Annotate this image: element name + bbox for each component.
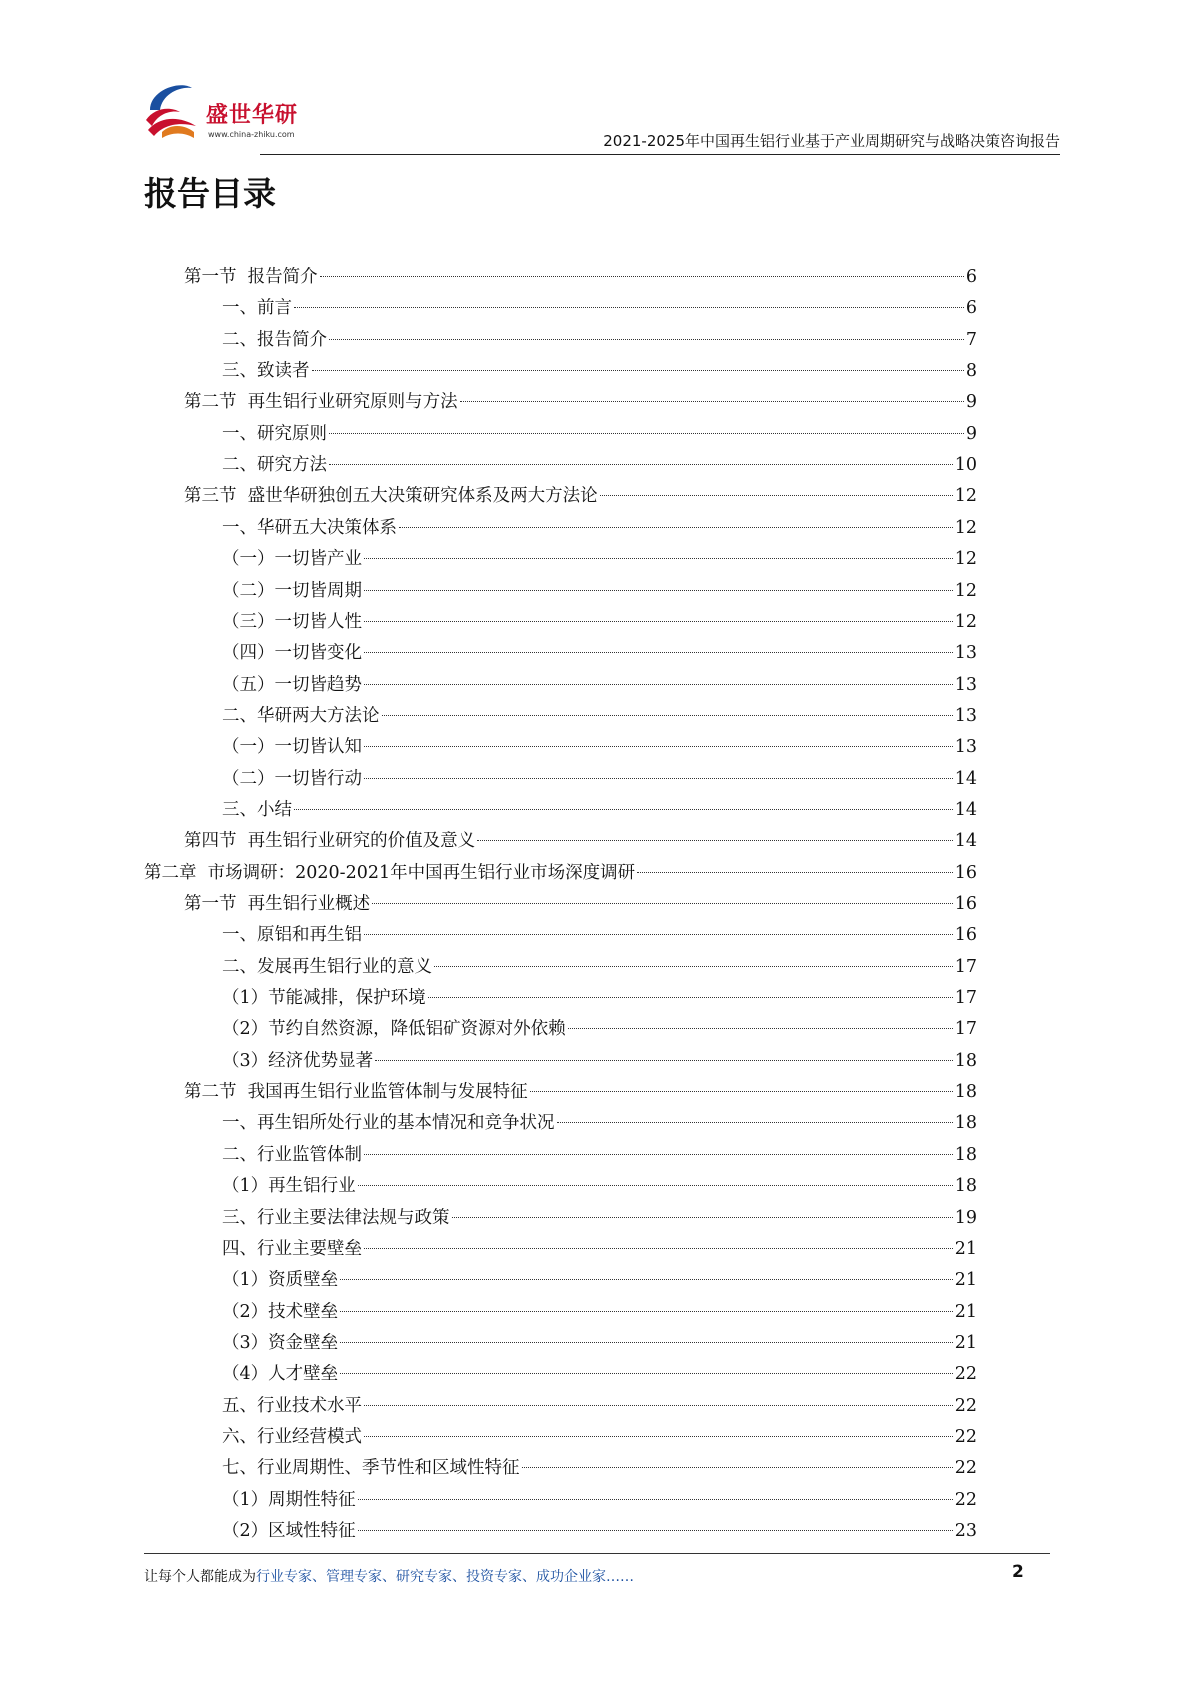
toc-entry[interactable] [222,764,977,795]
toc-entry-page: 12 [954,549,977,570]
toc-entry-label: （二）一切皆周期 [222,580,362,601]
toc-entry-page: 12 [954,486,977,507]
toc-entry-label: 第二节 再生铝行业研究原则与方法 [184,392,458,413]
toc-entry-label: （1）资质壁垒 [222,1270,339,1291]
toc-entry-label: （一）一切皆认知 [222,737,362,758]
toc-entry-page: 12 [954,580,977,601]
toc-entry[interactable] [222,701,977,732]
toc-entry-label: 第二章 市场调研：2020-2021年中国再生铝行业市场深度调研 [144,862,636,883]
brand-name: 盛世华研 [206,103,299,128]
toc-dot-leader [364,1435,953,1437]
toc-entry[interactable] [222,450,977,481]
toc-entry[interactable] [222,544,977,575]
toc-entry-label: （五）一切皆趋势 [222,674,362,695]
toc-dot-leader [477,839,953,841]
toc-dot-leader [600,494,953,496]
logo-emblem-icon [140,80,204,144]
toc-entry-label: 二、行业监管体制 [222,1144,362,1165]
toc-entry-label: 一、原铝和再生铝 [222,925,362,946]
toc-entry-label: （1）节能减排，保护环境 [222,988,426,1009]
toc-entry[interactable] [222,983,977,1014]
toc-entry[interactable] [222,513,977,544]
toc-entry-page: 22 [954,1458,977,1479]
toc-entry-label: 五、行业技术水平 [222,1395,362,1416]
toc-entry-page: 17 [954,956,977,977]
toc-entry-page: 18 [954,1176,977,1197]
toc-dot-leader [329,338,964,340]
toc-entry[interactable] [222,1391,977,1422]
toc-dot-leader [372,902,953,904]
toc-entry-page: 21 [954,1270,977,1291]
toc-entry-page: 17 [954,988,977,1009]
toc-entry-label: 一、研究原则 [222,423,327,444]
toc-entry[interactable] [222,1014,977,1045]
toc-entry-label: 第三节 盛世华研独创五大决策研究体系及两大方法论 [184,486,598,507]
toc-entry-page: 21 [954,1238,977,1259]
toc-dot-leader [364,1247,953,1249]
toc-dot-leader [399,526,953,528]
toc-dot-leader [557,1121,953,1123]
toc-entry[interactable] [222,1297,977,1328]
toc-dot-leader [320,275,964,277]
toc-entry-page: 6 [965,298,977,319]
toc-entry[interactable] [222,1203,977,1234]
toc-dot-leader [312,369,964,371]
toc-dot-leader [364,620,953,622]
toc-entry[interactable] [222,356,977,387]
toc-entry-label: （2）技术壁垒 [222,1301,339,1322]
company-logo [140,80,320,150]
report-title: 2021-2025年中国再生铝行业基于产业周期研究与战略决策咨询报告 [603,132,1060,150]
toc-entry[interactable] [184,889,977,920]
toc-entry[interactable] [222,1422,977,1453]
toc-dot-leader [382,714,953,716]
toc-entry[interactable] [222,1485,977,1516]
toc-entry-page: 14 [954,768,977,789]
toc-entry-label: 一、前言 [222,298,292,319]
toc-entry-page: 18 [954,1050,977,1071]
toc-entry-label: 第一节 再生铝行业概述 [184,894,371,914]
toc-entry-label: 六、行业经营模式 [222,1426,362,1447]
toc-entry-page: 12 [954,517,977,538]
toc-dot-leader [637,871,953,873]
toc-dot-leader [364,683,953,685]
toc-dot-leader [530,1090,953,1092]
toc-entry-label: 第二节 我国再生铝行业监管体制与发展特征 [184,1082,528,1103]
toc-entry[interactable] [222,1265,977,1296]
toc-entry[interactable] [222,670,977,701]
toc-entry-page: 13 [954,643,977,664]
toc-entry-label: 三、行业主要法律法规与政策 [222,1207,450,1228]
toc-entry[interactable] [222,325,977,356]
toc-entry-label: （3）资金壁垒 [222,1332,339,1353]
toc-entry[interactable] [222,732,977,763]
toc-entry-page: 10 [954,455,977,476]
toc-entry-page: 18 [954,1082,977,1103]
toc-entry[interactable] [222,293,977,324]
toc-dot-leader [364,557,953,559]
toc-entry-page: 18 [954,1144,977,1165]
toc-entry[interactable] [144,858,977,889]
toc-entry-label: 第一节 报告简介 [184,267,318,287]
toc-entry[interactable] [184,262,977,293]
page-header [140,70,1060,160]
toc-entry-label: （4）人才壁垒 [222,1364,339,1385]
toc-entry[interactable] [222,952,977,983]
toc-entry-label: （四）一切皆变化 [222,643,362,664]
toc-dot-leader [364,745,953,747]
brand-url: www.china-zhiku.com [208,130,295,139]
toc-dot-leader [434,965,953,967]
toc-entry-page: 16 [954,894,977,914]
toc-dot-leader [568,1027,953,1029]
toc-entry-label: （2）节约自然资源，降低铝矿资源对外依赖 [222,1019,566,1040]
toc-entry-label: 二、研究方法 [222,455,327,476]
toc-dot-leader [340,1341,953,1343]
toc-dot-leader [452,1216,953,1218]
toc-entry-page: 21 [954,1332,977,1353]
toc-entry-label: 第四节 再生铝行业研究的价值及意义 [184,831,476,852]
toc-entry-label: （三）一切皆人性 [222,611,362,632]
toc-entry[interactable] [222,795,977,826]
toc-dot-leader [364,933,953,935]
toc-dot-leader [294,306,964,308]
toc-entry-label: （1）周期性特征 [222,1489,356,1510]
toc-dot-leader [358,1529,953,1531]
toc-dot-leader [428,996,953,998]
toc-dot-leader [294,808,953,810]
toc-entry[interactable] [222,576,977,607]
toc-entry-page: 14 [954,831,977,852]
toc-entry-label: 二、发展再生铝行业的意义 [222,956,432,977]
toc-entry-page: 22 [954,1426,977,1447]
footer-slogan-plain: 让每个人都能成为 [144,1569,256,1585]
toc-entry-label: （二）一切皆行动 [222,768,362,789]
toc-entry-page: 17 [954,1019,977,1040]
footer-divider [144,1553,1050,1554]
toc-entry[interactable] [222,1516,977,1547]
toc-entry-label: 二、华研两大方法论 [222,705,380,726]
toc-entry-label: 一、再生铝所处行业的基本情况和竞争状况 [222,1113,555,1134]
toc-entry-label: 四、行业主要壁垒 [222,1238,362,1259]
toc-entry-label: 三、致读者 [222,361,310,382]
toc-entry[interactable] [222,920,977,951]
toc-entry-page: 13 [954,674,977,695]
toc-entry-page: 22 [954,1364,977,1385]
toc-entry-page: 12 [954,611,977,632]
toc-dot-leader [364,589,953,591]
toc-dot-leader [358,1184,953,1186]
toc-entry[interactable] [184,481,977,512]
toc-entry-label: 三、小结 [222,799,292,820]
toc-entry[interactable] [184,826,977,857]
toc-entry-label: （一）一切皆产业 [222,549,362,570]
toc-entry-label: 二、报告简介 [222,329,327,350]
toc-entry[interactable] [222,607,977,638]
toc-dot-leader [460,400,964,402]
toc-entry-page: 23 [954,1521,977,1541]
toc-dot-leader [340,1372,953,1374]
footer-slogan [144,1566,634,1586]
toc-entry[interactable] [222,1108,977,1139]
toc-entry-page: 16 [954,862,977,883]
toc-entry[interactable] [222,1453,977,1484]
toc-entry-label: 七、行业周期性、季节性和区域性特征 [222,1458,520,1479]
toc-dot-leader [329,463,953,465]
header-divider [260,154,1060,155]
toc-entry-label: （3）经济优势显著 [222,1050,374,1071]
toc-entry-page: 7 [965,329,977,350]
toc-entry-page: 18 [954,1113,977,1134]
toc-entry[interactable] [222,1140,977,1171]
toc-entry[interactable] [222,1171,977,1202]
toc-dot-leader [364,1153,953,1155]
toc-entry-page: 22 [954,1395,977,1416]
toc-entry-label: （2）区域性特征 [222,1521,356,1541]
page-title: 报告目录 [144,174,276,213]
toc-entry-label: （1）再生铝行业 [222,1176,356,1197]
toc-dot-leader [522,1466,953,1468]
toc-dot-leader [340,1310,953,1312]
toc-dot-leader [340,1278,953,1280]
toc-entry-page: 13 [954,737,977,758]
toc-entry[interactable] [184,1077,977,1108]
toc-entry-page: 8 [965,361,977,382]
toc-entry-page: 6 [965,267,977,287]
toc-entry[interactable] [222,1328,977,1359]
page-number: 2 [1012,1562,1024,1582]
toc-dot-leader [358,1498,953,1500]
toc-entry[interactable] [222,1046,977,1077]
toc-entry-page: 16 [954,925,977,946]
toc-entry[interactable] [222,419,977,450]
toc-dot-leader [375,1059,953,1061]
toc-entry-page: 19 [954,1207,977,1228]
toc-entry-page: 9 [965,392,977,413]
toc-entry[interactable] [222,638,977,669]
toc-entry-page: 13 [954,705,977,726]
toc-entry[interactable] [222,1234,977,1265]
toc-dot-leader [364,777,953,779]
toc-entry-page: 14 [954,799,977,820]
toc-entry-page: 21 [954,1301,977,1322]
footer-slogan-accent: 行业专家、管理专家、研究专家、投资专家、成功企业家…… [256,1569,634,1585]
toc-dot-leader [364,651,953,653]
toc-entry-page: 22 [954,1489,977,1510]
toc-entry-page: 9 [965,423,977,444]
toc-dot-leader [329,432,964,434]
toc-dot-leader [364,1404,953,1406]
toc-entry-label: 一、华研五大决策体系 [222,517,397,538]
toc-entry[interactable] [222,1359,977,1390]
toc-entry[interactable] [184,387,977,418]
